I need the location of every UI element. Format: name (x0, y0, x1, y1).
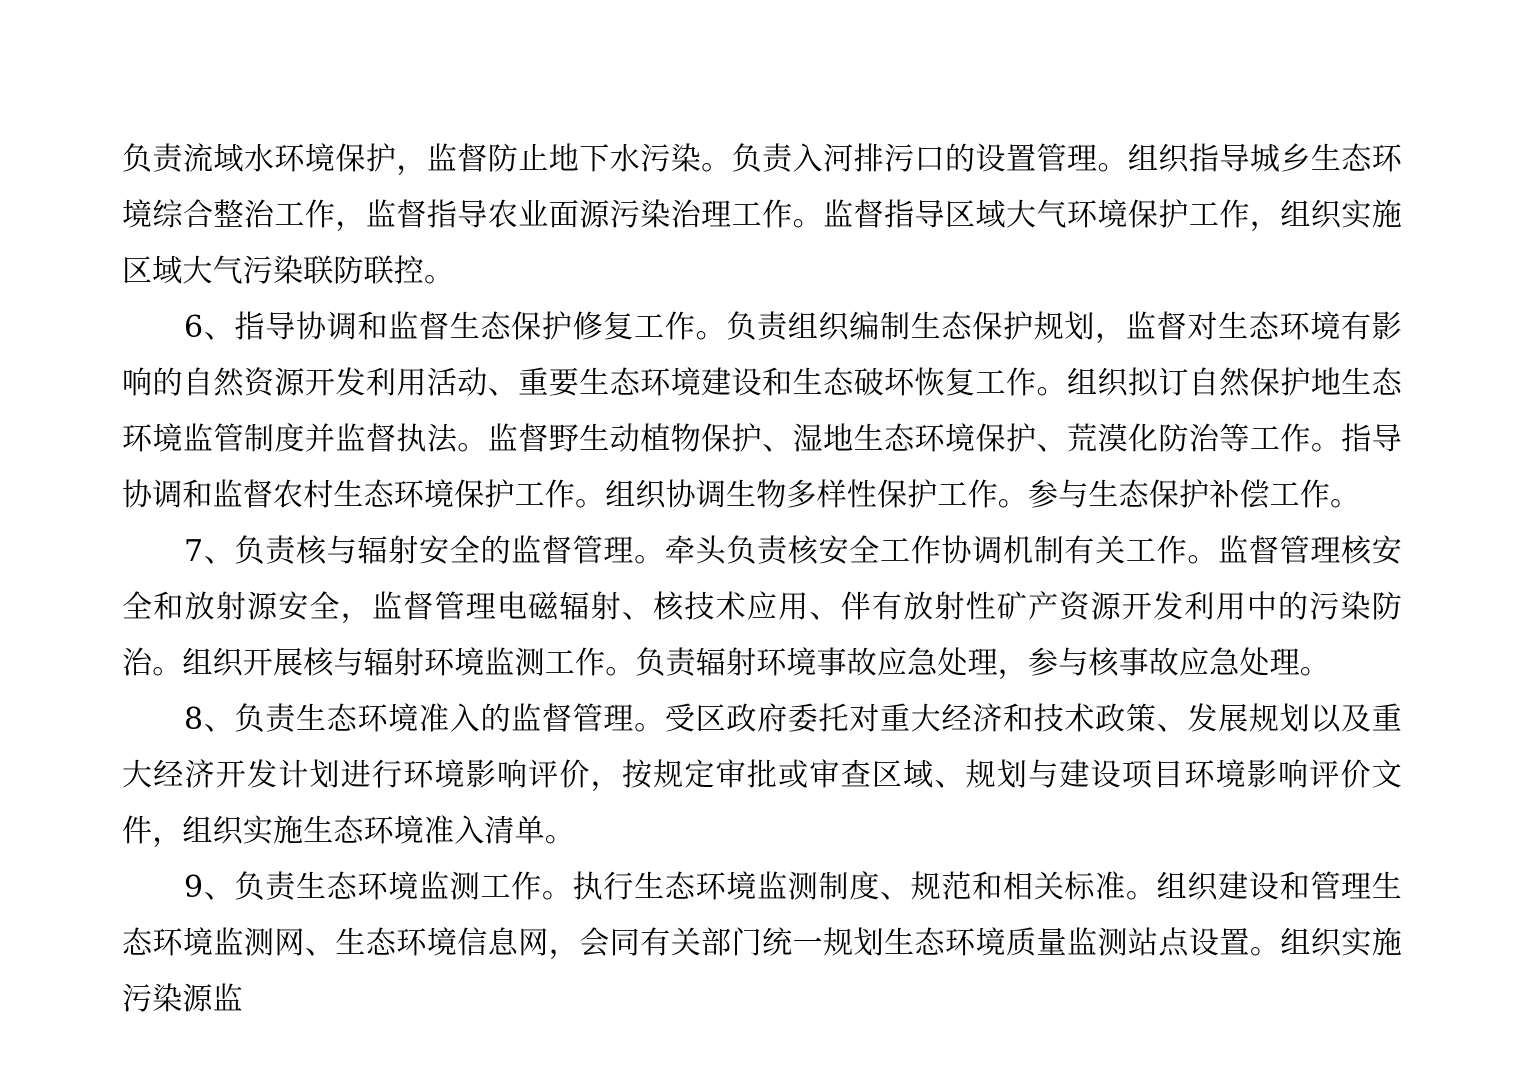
paragraph-item-7: 7、负责核与辐射安全的监督管理。牵头负责核安全工作协调机制有关工作。监督管理核安全和放射源安全，监督管理电磁辐射、核技术应用、伴有放射性矿产资源开发利用中的污染防治。组织开展核与辐射环境监测工作。负责辐射环境事故应急处理，参与核事故应急处理。 (122, 534, 1402, 681)
paragraph-item-9: 9、负责生态环境监测工作。执行生态环境监测制度、规范和相关标准。组织建设和管理生态环境监测网、生态环境信息网，会同有关部门统一规划生态环境质量监测站点设置。组织实施污染源监 (122, 870, 1402, 1017)
paragraph-item-6: 6、指导协调和监督生态保护修复工作。负责组织编制生态保护规划，监督对生态环境有影响的自然资源开发利用活动、重要生态环境建设和生态破坏恢复工作。组织拟订自然保护地生态环境监管制度并监督执法。监督野生动植物保护、湿地生态环境保护、荒漠化防治等工作。指导协调和监督农村生态环境保护工作。组织协调生物多样性保护工作。参与生态保护补偿工作。 (122, 310, 1402, 513)
paragraph-continued: 负责流域水环境保护，监督防止地下水污染。负责入河排污口的设置管理。组织指导城乡生态环境综合整治工作，监督指导农业面源污染治理工作。监督指导区域大气环境保护工作，组织实施区域大气污染联防联控。 (122, 142, 1402, 289)
document-body (122, 132, 1402, 1028)
paragraph-item-8: 8、负责生态环境准入的监督管理。受区政府委托对重大经济和技术政策、发展规划以及重大经济开发计划进行环境影响评价，按规定审批或审查区域、规划与建设项目环境影响评价文件，组织实施生态环境准入清单。 (122, 702, 1402, 849)
